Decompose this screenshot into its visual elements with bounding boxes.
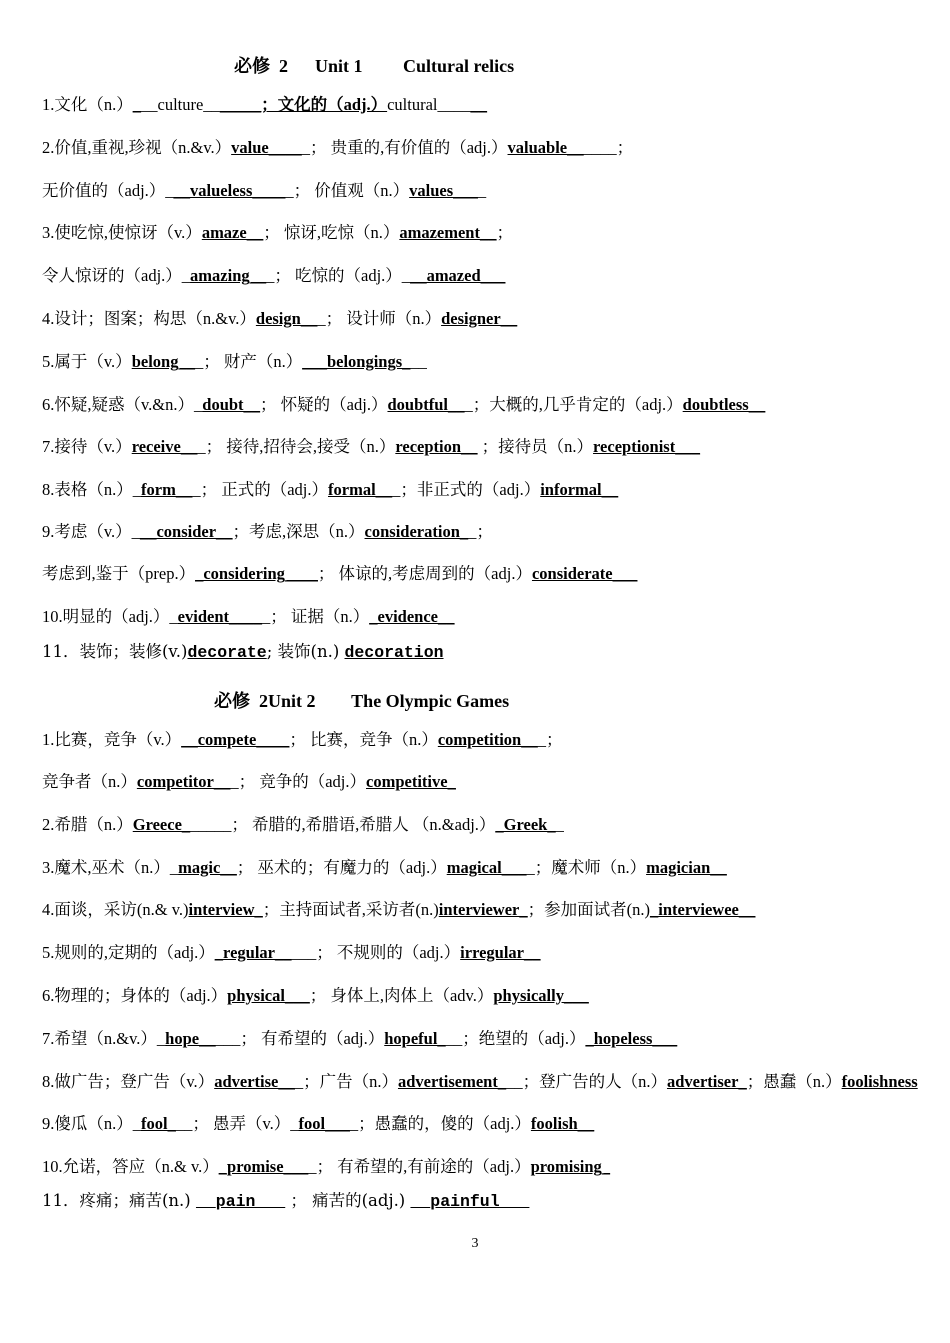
answer-word: amaze__ bbox=[201, 223, 264, 242]
answer-word: _interviewee__ bbox=[650, 900, 756, 919]
prompt-text: 考虑到,鉴于（prep.） bbox=[42, 564, 196, 583]
unit2-line bbox=[42, 857, 727, 879]
prompt-text: _；广告（n.） bbox=[294, 1072, 398, 1091]
prompt-text: _；愚蠢的，傻的（adj.） bbox=[349, 1114, 531, 1133]
prompt-text: 2.价值,重视,珍视（n.&v.） bbox=[42, 138, 232, 157]
prompt-text: _；大概的,几乎肯定的（adj.） bbox=[464, 395, 683, 414]
unit1-line bbox=[42, 641, 444, 664]
answer-word: magician__ bbox=[646, 858, 727, 877]
unit2-line bbox=[42, 1190, 529, 1213]
answer-word: advertisement_ bbox=[397, 1072, 507, 1091]
prompt-text: _； 设计师（n.） bbox=[317, 309, 442, 328]
prompt-text: _； bbox=[537, 730, 563, 749]
prompt-text: 竞争者（n.） bbox=[42, 772, 137, 791]
prompt-text: _____； 希腊的,希腊语,希腊人 （n.&adj.） bbox=[190, 815, 496, 834]
unit2-line bbox=[42, 1028, 677, 1050]
unit1-line bbox=[42, 479, 618, 501]
answer-word: amazement__ bbox=[399, 223, 497, 242]
answer-word: values___ bbox=[409, 181, 478, 200]
answer-word: competitive_ bbox=[366, 772, 456, 791]
prompt-text: 3.使吃惊,使惊讶（v.） bbox=[42, 223, 202, 242]
answer-word: __compete____ bbox=[181, 730, 290, 749]
prompt-text: ； 体谅的,考虑周到的（adj.） bbox=[317, 564, 532, 583]
prompt-text: ； bbox=[496, 223, 513, 242]
answer-word: _regular__ bbox=[214, 943, 292, 962]
answer-word: decoration bbox=[344, 643, 444, 662]
unit1-line bbox=[42, 521, 493, 543]
prompt-text: _； 接待,招待会,接受（n.） bbox=[197, 437, 396, 456]
answer-word: advertise__ bbox=[214, 1072, 295, 1091]
answer-word: _____；文化的（adj.） bbox=[219, 95, 388, 114]
prompt-text: _；魔术师（n.） bbox=[526, 858, 647, 877]
prompt-text: 7.希望（n.&v.）_ bbox=[42, 1029, 166, 1048]
prompt-text: 2.希腊（n.） bbox=[42, 815, 133, 834]
prompt-text: ___； 有希望的（adj.） bbox=[215, 1029, 385, 1048]
answer-word: __pain___ bbox=[196, 1192, 286, 1211]
prompt-text: 10.允诺，答应（n.& v.） bbox=[42, 1157, 219, 1176]
prompt-text: 1.文化（n.） bbox=[42, 95, 133, 114]
answer-word: irregular__ bbox=[460, 943, 541, 962]
unit1-line bbox=[42, 137, 633, 159]
unit1-line bbox=[42, 94, 487, 116]
unit1-line bbox=[42, 351, 427, 373]
answer-word: __amazed___ bbox=[410, 266, 506, 285]
unit2-line bbox=[42, 899, 755, 921]
answer-word: physically___ bbox=[493, 986, 589, 1005]
answer-word: __ bbox=[470, 95, 488, 114]
prompt-text: 4.面谈，采访(n.& v.) bbox=[42, 900, 189, 919]
answer-word: form__ bbox=[141, 480, 193, 499]
answer-word: fool___ bbox=[298, 1114, 350, 1133]
prompt-text: ； 比赛，竞争（n.） bbox=[289, 730, 438, 749]
answer-word: amazing__ bbox=[190, 266, 267, 285]
prompt-text: ；接待员（n.） bbox=[477, 437, 594, 456]
answer-word: receptionist___ bbox=[593, 437, 700, 456]
prompt-text: 5.属于（v.） bbox=[42, 352, 132, 371]
prompt-text: ；考虑,深思（n.） bbox=[232, 522, 365, 541]
answer-word: __consider__ bbox=[139, 522, 233, 541]
prompt-text: _； 吃惊的（adj.）_ bbox=[266, 266, 411, 285]
unit1-line bbox=[42, 563, 637, 585]
unit1-line bbox=[42, 222, 513, 244]
answer-word: advertiser_ bbox=[666, 1072, 747, 1091]
answer-word: fool_ bbox=[141, 1114, 176, 1133]
prompt-text: _； 竞争的（adj.） bbox=[230, 772, 367, 791]
answer-word: doubtful__ bbox=[387, 395, 465, 414]
prompt-text: 3.魔术,巫术（n.）_ bbox=[42, 858, 179, 877]
answer-word: doubtless__ bbox=[682, 395, 766, 414]
prompt-text: 令人惊讶的（adj.）_ bbox=[42, 266, 191, 285]
prompt-text: ；参加面试者(n.) bbox=[527, 900, 650, 919]
prompt-text: ；愚蠢（n.） bbox=[746, 1072, 842, 1091]
answer-word: reception__ bbox=[395, 437, 478, 456]
prompt-text: 5.规则的,定期的（adj.） bbox=[42, 943, 215, 962]
prompt-text: _；非正式的（adj.） bbox=[392, 480, 541, 499]
unit2-line bbox=[42, 771, 456, 793]
prompt-text: _； 正式的（adj.） bbox=[192, 480, 328, 499]
answer-word: competitor__ bbox=[136, 772, 231, 791]
answer-word: _ bbox=[132, 95, 141, 114]
unit1-line bbox=[42, 606, 455, 628]
prompt-text: 1.比赛，竞争（v.） bbox=[42, 730, 182, 749]
answer-word: hope__ bbox=[165, 1029, 216, 1048]
prompt-text: 6.物理的；身体的（adj.） bbox=[42, 986, 228, 1005]
prompt-text: ； 痛苦的(adj.) bbox=[285, 1191, 411, 1210]
prompt-text: cultural____ bbox=[387, 95, 471, 114]
answer-word: interview_ bbox=[188, 900, 263, 919]
prompt-text: 11．疼痛；痛苦(n.) bbox=[42, 1191, 196, 1210]
answer-word: considerate___ bbox=[531, 564, 638, 583]
answer-word: value____ bbox=[231, 138, 302, 157]
answer-word: informal__ bbox=[540, 480, 619, 499]
answer-word: designer__ bbox=[441, 309, 518, 328]
prompt-text: _； 贵重的,有价值的（adj.） bbox=[301, 138, 508, 157]
prompt-text: ；主持面试者,采访者(n.) bbox=[262, 900, 439, 919]
prompt-text: ； 惊讶,吃惊（n.） bbox=[263, 223, 400, 242]
prompt-text: 6.怀疑,疑惑（v.&n.）_ bbox=[42, 395, 203, 414]
prompt-text: 4.设计；图案；构思（n.&v.） bbox=[42, 309, 256, 328]
unit1-line bbox=[42, 180, 486, 202]
prompt-text: ； 怀疑的（adj.） bbox=[260, 395, 388, 414]
unit1-line bbox=[42, 394, 765, 416]
prompt-text: _； 价值观（n.） bbox=[285, 181, 410, 200]
prompt-text: 9.傻瓜（n.）_ bbox=[42, 1114, 141, 1133]
prompt-text: _； 有希望的,有前途的（adj.） bbox=[308, 1157, 531, 1176]
prompt-text: ； 身体上,肉体上（adv.） bbox=[309, 986, 494, 1005]
answer-word: evident____ bbox=[177, 607, 263, 626]
prompt-text: ____； bbox=[583, 138, 634, 157]
unit2-line bbox=[42, 942, 541, 964]
prompt-text: 7.接待（v.） bbox=[42, 437, 132, 456]
answer-word: __valueless____ bbox=[173, 181, 286, 200]
answer-word: formal__ bbox=[328, 480, 393, 499]
answer-word: belong__ bbox=[131, 352, 195, 371]
prompt-text: ； 巫术的；有魔力的（adj.） bbox=[236, 858, 447, 877]
prompt-text: ___； 不规则的（adj.） bbox=[291, 943, 461, 962]
unit2-line bbox=[42, 1156, 610, 1178]
unit2-line bbox=[42, 814, 564, 836]
unit2-heading: 必修 2Unit 2 The Olympic Games bbox=[214, 691, 510, 711]
page-number: 3 bbox=[471, 1236, 479, 1251]
prompt-text: __； 愚弄（v.）_ bbox=[175, 1114, 299, 1133]
answer-word: foolishness bbox=[841, 1072, 918, 1091]
answer-word: Greece_ bbox=[132, 815, 191, 834]
prompt-text: _ bbox=[555, 815, 564, 834]
prompt-text: 9.考虑（v.）_ bbox=[42, 522, 140, 541]
answer-word: competition__ bbox=[437, 730, 538, 749]
answer-word: ___belongings_ bbox=[302, 352, 411, 371]
prompt-text: __；绝望的（adj.） bbox=[445, 1029, 586, 1048]
unit2-line bbox=[42, 1113, 594, 1135]
answer-word: magic__ bbox=[178, 858, 237, 877]
answer-word: decorate bbox=[187, 643, 267, 662]
answer-word: foolish__ bbox=[530, 1114, 595, 1133]
answer-word: magical___ bbox=[446, 858, 527, 877]
prompt-text: __culture__ bbox=[141, 95, 220, 114]
answer-word: consideration_ bbox=[364, 522, 469, 541]
prompt-text: 10.明显的（adj.）_ bbox=[42, 607, 178, 626]
prompt-text: _ bbox=[477, 181, 487, 200]
unit1-line bbox=[42, 436, 700, 458]
answer-word: _considering____ bbox=[195, 564, 318, 583]
answer-word: _evidence__ bbox=[369, 607, 455, 626]
prompt-text: __；登广告的人（n.） bbox=[506, 1072, 667, 1091]
prompt-text: 11．装饰；装修(v.) bbox=[42, 642, 188, 661]
answer-word: __painful___ bbox=[410, 1192, 530, 1211]
prompt-text: _； 财产（n.） bbox=[194, 352, 303, 371]
prompt-text: _； bbox=[468, 522, 493, 541]
answer-word: _promise___ bbox=[218, 1157, 309, 1176]
prompt-text: __ bbox=[410, 352, 427, 371]
answer-word: interviewer_ bbox=[438, 900, 528, 919]
answer-word: _hopeless___ bbox=[585, 1029, 678, 1048]
answer-word: physical___ bbox=[227, 986, 310, 1005]
unit2-line bbox=[42, 985, 589, 1007]
prompt-text: _； 证据（n.） bbox=[262, 607, 370, 626]
prompt-text: 8.表格（n.）_ bbox=[42, 480, 141, 499]
unit1-line bbox=[42, 308, 517, 330]
unit1-heading: 必修 2 Unit 1 Cultural relics bbox=[234, 56, 515, 76]
prompt-text: 无价值的（adj.）_ bbox=[42, 181, 174, 200]
prompt-text: ; 装饰(n.) bbox=[266, 642, 345, 661]
answer-word: receive__ bbox=[131, 437, 198, 456]
unit2-line bbox=[42, 1071, 918, 1093]
answer-word: valuable__ bbox=[507, 138, 584, 157]
answer-word: hopeful_ bbox=[384, 1029, 446, 1048]
answer-word: design__ bbox=[255, 309, 318, 328]
answer-word: promising_ bbox=[530, 1157, 611, 1176]
answer-word: doubt__ bbox=[202, 395, 261, 414]
prompt-text: 8.做广告；登广告（v.） bbox=[42, 1072, 215, 1091]
answer-word: _Greek_ bbox=[495, 815, 556, 834]
unit1-line bbox=[42, 265, 505, 287]
unit2-line bbox=[42, 729, 562, 751]
